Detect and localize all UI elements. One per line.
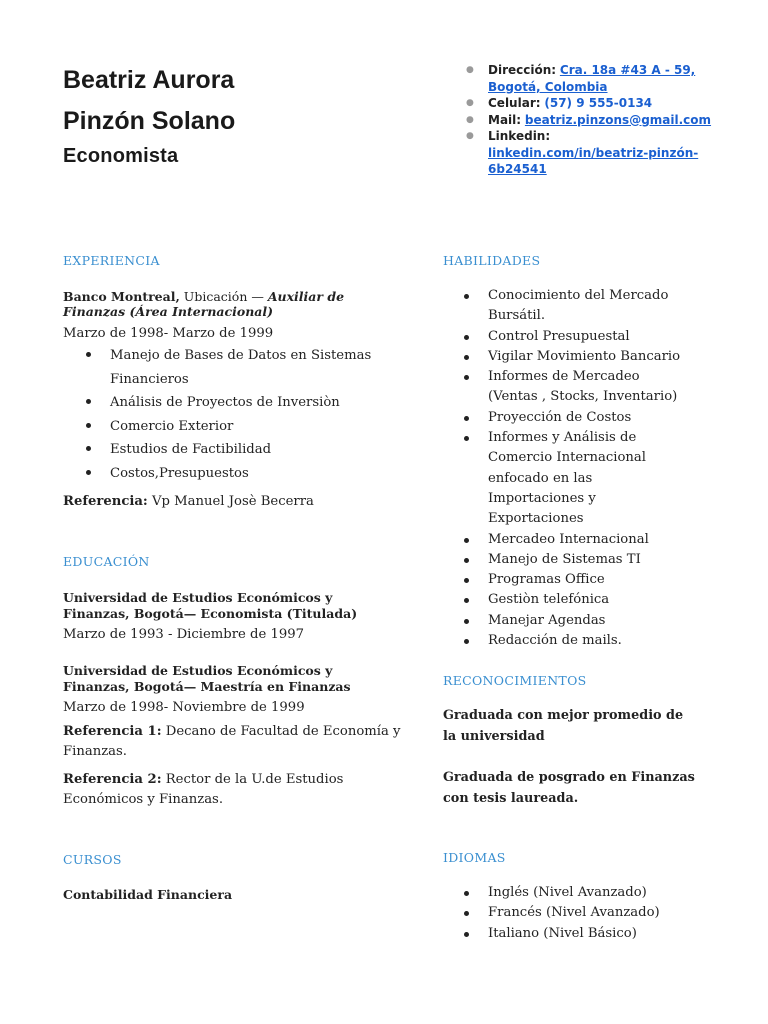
company-location: Ubicación —	[179, 289, 268, 304]
contact-label: Linkedin:	[488, 129, 551, 143]
list-item: Análisis de Proyectos de Inversiòn	[86, 391, 376, 415]
contact-label: Celular:	[488, 96, 541, 110]
education-reference-1	[63, 722, 403, 762]
education-school-2: Universidad de Estudios Económicos y Finanzas, Bogotá— Maestría en Finanzas	[63, 663, 351, 694]
job-role: Auxiliar de Finanzas (Área Internacional)	[63, 289, 345, 319]
bullet-icon: ●	[466, 114, 474, 125]
name-first-line: Beatriz Aurora	[63, 66, 235, 94]
list-item: Estudios de Factibilidad	[86, 438, 376, 462]
reference-label: Referencia 2:	[63, 772, 162, 787]
award-item-1: Graduada con mejor promedio de la universidad	[443, 708, 684, 744]
experience-header	[63, 289, 393, 319]
list-item: Manejo de Bases de Datos en Sistemas Financieros	[86, 344, 376, 391]
contact-label: Mail:	[488, 112, 522, 127]
contact-phone	[466, 95, 726, 112]
education-school-1: Universidad de Estudios Económicos y Finanzas, Bogotá— Economista (Titulada)	[63, 590, 358, 621]
list-item: Italiano (Nivel Básico)	[464, 924, 694, 944]
list-item: Conocimiento del Mercado Bursátil.	[464, 286, 689, 327]
course-item: Contabilidad Financiera	[63, 887, 233, 902]
company-name: Banco Montreal,	[63, 289, 180, 304]
reference-value: Vp Manuel Josè Becerra	[147, 494, 314, 509]
list-item: Comercio Exterior	[86, 415, 376, 439]
bullet-icon: ●	[466, 65, 474, 75]
experience-heading: EXPERIENCIA	[63, 253, 160, 268]
address-link[interactable]: Cra. 18a #43 A - 59, Bogotá, Colombia	[488, 63, 696, 94]
bullet-icon: ●	[466, 98, 474, 108]
education-heading: EDUCACIÓN	[63, 554, 150, 569]
list-item: Gestiòn telefónica	[464, 590, 689, 610]
contact-address	[466, 62, 726, 95]
list-item: Programas Office	[464, 570, 689, 590]
reference-label: Referencia:	[63, 494, 148, 509]
reference-label: Referencia 1:	[63, 724, 162, 739]
list-item: Mercadeo Internacional	[464, 530, 689, 550]
languages-list	[464, 883, 694, 944]
languages-heading: IDIOMAS	[443, 850, 506, 865]
reference-value: Decano de Facultad de Economía y Finanzas.	[63, 724, 401, 759]
experience-dates: Marzo de 1998- Marzo de 1999	[63, 326, 274, 341]
list-item: Costos,Presupuestos	[86, 462, 376, 486]
list-item: Manejar Agendas	[464, 611, 689, 631]
list-item: Informes de Mercadeo (Ventas , Stocks, Inventario)	[464, 367, 689, 408]
list-item: Vigilar Movimiento Bancario	[464, 347, 689, 367]
list-item: Manejo de Sistemas TI	[464, 550, 689, 570]
list-item: Informes y Análisis de Comercio Internacional enfocado en las Importaciones y Exportaciones	[464, 428, 689, 529]
education-dates-1: Marzo de 1993 - Diciembre de 1997	[63, 627, 305, 642]
experience-list	[86, 344, 376, 485]
contact-label: Dirección:	[488, 63, 557, 77]
award-item-2: Graduada de posgrado en Finanzas con tesis laureada.	[443, 770, 695, 806]
courses-heading: CURSOS	[63, 852, 122, 867]
skills-list	[464, 286, 689, 651]
skills-heading: HABILIDADES	[443, 253, 541, 268]
contact-mail	[466, 112, 726, 129]
list-item: Francés (Nivel Avanzado)	[464, 903, 694, 923]
contact-linkedin	[466, 128, 726, 178]
phone-value: (57) 9 555-0134	[544, 96, 653, 110]
education-dates-2: Marzo de 1998- Noviembre de 1999	[63, 700, 305, 715]
list-item: Redacción de mails.	[464, 631, 689, 651]
contact-info	[466, 62, 726, 178]
bullet-icon: ●	[466, 131, 474, 141]
experience-reference	[63, 492, 314, 512]
email-link[interactable]: beatriz.pinzons@gmail.com	[524, 112, 712, 127]
reference-value: Rector de la U.de Estudios Económicos y Finanzas.	[63, 772, 344, 807]
awards-heading: RECONOCIMIENTOS	[443, 673, 587, 688]
education-reference-2	[63, 770, 408, 810]
list-item: Control Presupuestal	[464, 327, 689, 347]
job-title: Economista	[63, 145, 179, 167]
linkedin-link[interactable]: linkedin.com/in/beatriz-pinzón-6b24541	[488, 145, 699, 176]
list-item: Proyección de Costos	[464, 408, 689, 428]
list-item: Inglés (Nivel Avanzado)	[464, 883, 694, 903]
name-second-line: Pinzón Solano	[63, 107, 236, 135]
